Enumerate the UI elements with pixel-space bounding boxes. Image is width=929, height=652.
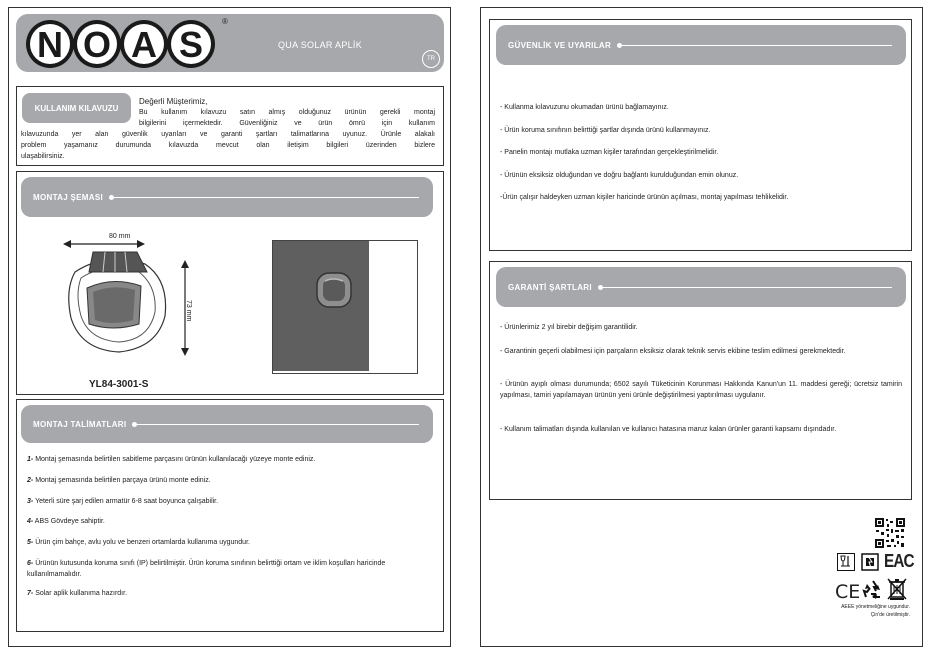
instructions-box bbox=[16, 399, 444, 632]
height-label: 73 mm bbox=[185, 300, 192, 322]
qr-code-icon bbox=[875, 518, 905, 548]
warranty-title-line bbox=[602, 287, 892, 288]
manual-line2: bilgilerini içermektedir. Güvenliğiniz ve ürün ömrü için kullanım bbox=[139, 120, 435, 127]
recycle-icon bbox=[862, 579, 884, 601]
warranty-item: - Kullanım talimatları dışında kullanılan ve kullanıcı hatasına maruz kalan ürünler garanti kapsamı dışındadır. bbox=[500, 426, 837, 433]
instruction-item: 4- ABS Gövdeye sahiptir. bbox=[27, 518, 105, 525]
right-page bbox=[480, 7, 923, 647]
scheme-box bbox=[16, 171, 444, 395]
safety-item: - Panelin montajı mutlaka uzman kişiler tarafından gerçekleştirilmelidir. bbox=[500, 149, 719, 156]
svg-text:A: A bbox=[131, 24, 157, 65]
safety-box bbox=[489, 19, 912, 251]
left-page bbox=[8, 7, 451, 647]
product-drawing bbox=[57, 228, 207, 363]
manual-label-text: KULLANIM KILAVUZU bbox=[34, 103, 119, 113]
product-title: QUA SOLAR APLİK bbox=[278, 40, 363, 50]
aeee-note: AEEE yönetmeliğine uygundur. bbox=[841, 604, 910, 610]
instructions-title-line bbox=[136, 424, 419, 425]
instruction-item: 1- Montaj şemasında belirtilen sabitleme parçasını ürünün kullanılacağı yüzeye monte ediniz. bbox=[27, 456, 316, 463]
warranty-item: - Ürünün ayıplı olması durumunda; 6502 sayılı Tüketicinin Korunması Hakkında Kanun'un 11. maddesi gereği; ücretsiz tamirin yapılması, tamiri yapılamayan ürünün yeni ürünle değiştirilmesi yaptırılması uygulanır. bbox=[500, 381, 902, 399]
width-label: 80 mm bbox=[109, 233, 131, 240]
lang-badge: TR bbox=[422, 50, 440, 68]
manual-greeting: Değerli Müşterimiz, bbox=[139, 97, 208, 106]
instruction-item: 6- Ürünün kutusunda koruma sınıfı (IP) belirtilmiştir. Ürün koruma sınıfının belirttiği ortam ve iklim koşulları haricinde kullanılmamalıdır. bbox=[27, 560, 386, 578]
safety-item: - Ürünün eksiksiz olduğundan ve doğru bağlantı kurulduğundan emin olunuz. bbox=[500, 172, 739, 179]
safety-item: -Ürün çalışır haldeyken uzman kişiler haricinde ürünün açılması, montaj yapılması tehlikelidir. bbox=[500, 194, 789, 201]
warranty-item: - Garantinin geçerli olabilmesi için parçaların eksiksiz olarak teknik servis ekibine teslim edilmesi gerekmektedir. bbox=[500, 348, 846, 355]
origin-note: Çin'de üretilmiştir. bbox=[870, 612, 910, 618]
manual-label bbox=[22, 93, 131, 123]
instruction-item: 5- Ürün çim bahçe, avlu yolu ve benzeri ortamlarda kullanıma uygundur. bbox=[27, 539, 250, 546]
model-label: YL84-3001-S bbox=[89, 379, 149, 390]
registered-mark: ® bbox=[222, 17, 228, 26]
wall-mount-image bbox=[272, 240, 418, 374]
manual-line1: Bu kullanım kılavuzu satın almış olduğunuz ürünün gerekli montaj bbox=[139, 109, 435, 116]
safety-title: GÜVENLİK VE UYARILAR bbox=[508, 40, 612, 50]
safety-item: - Ürün koruma sınıfının belirttiği şartlar dışında ürünü kullanmayınız. bbox=[500, 127, 711, 134]
svg-text:O: O bbox=[82, 24, 112, 65]
manual-line5: ulaşabilirsiniz. bbox=[21, 153, 65, 160]
instruction-item: 7- Solar aplik kullanıma hazırdır. bbox=[27, 590, 128, 597]
wine-glass-fork-icon bbox=[837, 553, 855, 571]
manual-line4: problem yaşamanız durumunda kılavuzda mevcut olan iletişim bilgileri üzerinden bizlere bbox=[21, 142, 435, 149]
instruction-item: 3- Yeterli süre şarj edilen armatür 6-8 saat boyunca çalışabilir. bbox=[27, 498, 219, 505]
ce-mark: CE bbox=[835, 581, 861, 603]
class-ii-icon bbox=[861, 553, 879, 571]
warranty-box bbox=[489, 261, 912, 500]
instructions-title: MONTAJ TALİMATLARI bbox=[33, 419, 127, 429]
instruction-item: 2- Montaj şemasında belirtilen parçaya ürünü monte ediniz. bbox=[27, 477, 211, 484]
warranty-title: GARANTİ ŞARTLARI bbox=[508, 282, 592, 292]
safety-title-line bbox=[621, 45, 892, 46]
svg-text:S: S bbox=[178, 24, 204, 65]
warranty-item: - Ürünlerimiz 2 yıl birebir değişim garantilidir. bbox=[500, 324, 638, 331]
brand-logo bbox=[24, 18, 224, 70]
header-bar bbox=[16, 14, 444, 72]
scheme-title: MONTAJ ŞEMASI bbox=[33, 192, 103, 202]
manual-line3: kılavuzunda yer alan güvenlik uyarıları ve garanti şartları talimatlarına uyunuz. Ürünle alakalı bbox=[21, 131, 435, 138]
safety-item: - Kullanma kılavuzunu okumadan ürünü bağlamayınız. bbox=[500, 104, 669, 111]
weee-bin-icon bbox=[887, 577, 907, 601]
manual-intro-box bbox=[16, 86, 444, 166]
instructions-title-bar bbox=[21, 405, 433, 443]
eac-mark: EAC bbox=[884, 551, 914, 571]
mounted-lamp-icon bbox=[273, 241, 369, 371]
scheme-title-bar bbox=[21, 177, 433, 217]
safety-title-bar bbox=[496, 25, 906, 65]
scheme-title-line bbox=[113, 197, 419, 198]
svg-text:N: N bbox=[37, 24, 63, 65]
warranty-title-bar bbox=[496, 267, 906, 307]
